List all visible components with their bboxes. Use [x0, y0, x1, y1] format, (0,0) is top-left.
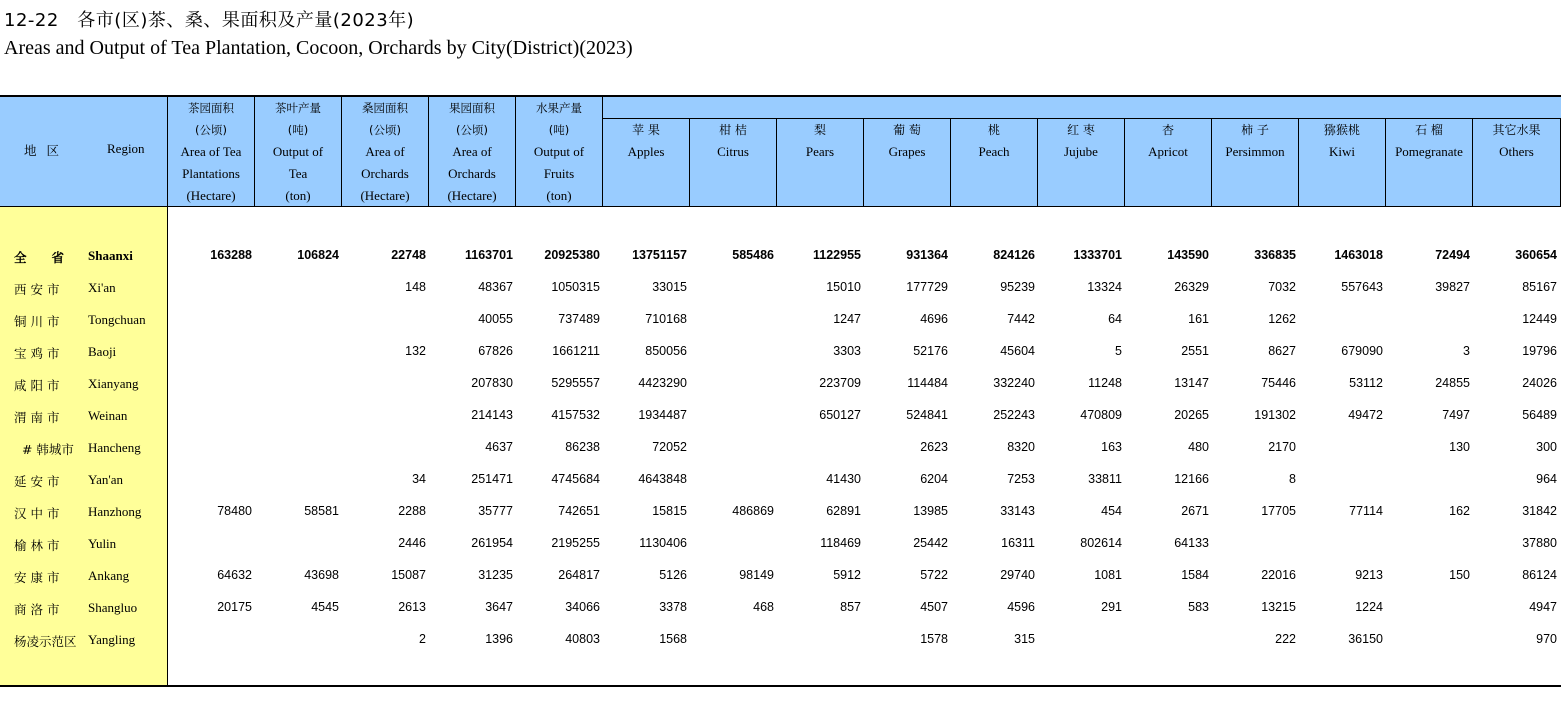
table-cell: 4745684: [551, 472, 600, 486]
table-cell: 1163701: [465, 248, 513, 262]
region-name-cn: 榆 林 市: [14, 538, 60, 553]
table-cell: 1333701: [1073, 248, 1122, 262]
table-cell: 17705: [1261, 504, 1296, 518]
table-cell: 3378: [659, 600, 687, 614]
table-cell: 19796: [1522, 344, 1557, 358]
table-cell: 931364: [906, 248, 948, 262]
table-cell: 261954: [471, 536, 513, 550]
header-line: (公顷): [456, 123, 488, 137]
fruit-header-cn: 苹 果: [632, 123, 660, 137]
region-name-cn: 咸 阳 市: [14, 378, 60, 393]
table-cell: 4157532: [551, 408, 600, 422]
table-cell: 1247: [833, 312, 861, 326]
table-cell: 468: [753, 600, 774, 614]
table-cell: 5: [1115, 344, 1122, 358]
header-line: (ton): [546, 188, 572, 203]
table-cell: 3647: [485, 600, 513, 614]
table-cell: 4637: [485, 440, 513, 454]
table-cell: 150: [1449, 568, 1470, 582]
header-line: (Hectare): [360, 188, 410, 203]
table-cell: 13215: [1261, 600, 1296, 614]
table-cell: 251471: [471, 472, 513, 486]
header-line: 果园面积: [449, 101, 495, 115]
table-cell: 252243: [993, 408, 1035, 422]
table-cell: 95239: [1000, 280, 1035, 294]
table-row: [0, 496, 1561, 528]
region-name-cn: 延 安 市: [14, 474, 60, 489]
header-line: 水果产量: [536, 101, 582, 115]
fruit-header-grapes: [864, 118, 951, 207]
header-line: 茶叶产量: [275, 101, 321, 115]
table-cell: 29740: [1000, 568, 1035, 582]
fruit-header-en: Kiwi: [1329, 144, 1355, 159]
fruit-header-en: Persimmon: [1225, 144, 1285, 159]
header-line: (公顷): [369, 123, 401, 137]
table-cell: 585486: [732, 248, 774, 262]
tea-output-header: [255, 97, 342, 207]
header-line: (公顷): [195, 123, 227, 137]
table-cell: 5126: [659, 568, 687, 582]
table-cell: 2170: [1268, 440, 1296, 454]
fruit-header-en: Jujube: [1064, 144, 1098, 159]
table-cell: 2: [419, 632, 426, 646]
table-cell: 52176: [913, 344, 948, 358]
bottom-rule: [0, 685, 1561, 687]
table-cell: 2623: [920, 440, 948, 454]
table-cell: 177729: [906, 280, 948, 294]
table-cell: 132: [405, 344, 426, 358]
table-cell: 315: [1014, 632, 1035, 646]
header-line: (Hectare): [186, 188, 236, 203]
table-cell: 163288: [210, 248, 252, 262]
table-cell: 35777: [478, 504, 513, 518]
fruit-header-cn: 葡 萄: [893, 123, 921, 137]
table-cell: 970: [1536, 632, 1557, 646]
table-cell: 72494: [1435, 248, 1470, 262]
fruit-header-cn: 石 榴: [1415, 123, 1443, 137]
header-line: Fruits: [543, 166, 575, 181]
table-row: [0, 432, 1561, 464]
fruit-header-cn: 梨: [813, 123, 826, 137]
table-cell: 15087: [391, 568, 426, 582]
table-row: [0, 336, 1561, 368]
header-line: (吨): [548, 123, 570, 137]
table-cell: 24026: [1522, 376, 1557, 390]
header-line: 桑园面积: [362, 101, 408, 115]
table-cell: 1568: [659, 632, 687, 646]
header-line: Tea: [288, 166, 308, 181]
table-cell: 710168: [645, 312, 687, 326]
table-cell: 98149: [739, 568, 774, 582]
table-cell: 75446: [1261, 376, 1296, 390]
table-cell: 4596: [1007, 600, 1035, 614]
table-cell: 72052: [652, 440, 687, 454]
table-cell: 5722: [920, 568, 948, 582]
table-row: [0, 400, 1561, 432]
table-cell: 480: [1188, 440, 1209, 454]
region-name-cn: 杨凌示范区: [14, 634, 77, 649]
page-title-en: Areas and Output of Tea Plantation, Cocoon, Orchards by City(District)(2023): [4, 37, 633, 59]
region-name-en: Tongchuan: [88, 312, 146, 327]
table-cell: 13751157: [632, 248, 687, 262]
header-line: Output of: [533, 144, 585, 159]
region-name-en: Hancheng: [88, 440, 141, 455]
fruit-header-en: Citrus: [717, 144, 749, 159]
table-cell: 67826: [478, 344, 513, 358]
table-cell: 22748: [391, 248, 426, 262]
table-cell: 207830: [471, 376, 513, 390]
table-row: [0, 624, 1561, 656]
fruit-header-cn: 柿 子: [1241, 123, 1269, 137]
table-cell: 20925380: [544, 248, 600, 262]
table-cell: 49472: [1348, 408, 1383, 422]
table-cell: 737489: [558, 312, 600, 326]
region-name-cn: 全 省: [14, 250, 65, 265]
table-cell: 1934487: [638, 408, 687, 422]
region-name-en: Xi'an: [88, 280, 116, 295]
page-title-cn: 12-22 各市(区)茶、桑、果面积及产量(2023年): [4, 10, 415, 31]
table-row: [0, 368, 1561, 400]
region-name-en: Baoji: [88, 344, 117, 359]
table-row: [0, 528, 1561, 560]
region-name-cn: 宝 鸡 市: [14, 346, 60, 361]
region-name-en: Yulin: [88, 536, 117, 551]
table-cell: 3: [1463, 344, 1470, 358]
table-cell: 64: [1108, 312, 1122, 326]
table-cell: 964: [1536, 472, 1557, 486]
table-cell: 15010: [826, 280, 861, 294]
table-cell: 36150: [1348, 632, 1383, 646]
table-cell: 7253: [1007, 472, 1035, 486]
fruit-header-en: Pomegranate: [1395, 144, 1463, 159]
fruit-header-cn: 杏: [1161, 123, 1174, 137]
table-cell: 524841: [906, 408, 948, 422]
header-line: Plantations: [182, 166, 240, 181]
table-cell: 824126: [993, 248, 1035, 262]
header-line: Orchards: [361, 166, 409, 181]
orchard-area-header: [429, 97, 516, 207]
header-line: Area of: [365, 144, 405, 159]
table-cell: 742651: [558, 504, 600, 518]
table-cell: 130: [1449, 440, 1470, 454]
table-cell: 148: [405, 280, 426, 294]
table-cell: 5912: [833, 568, 861, 582]
region-name-cn: 汉 中 市: [14, 506, 60, 521]
header-line: Orchards: [448, 166, 496, 181]
fruit-header-jujube: [1038, 118, 1125, 207]
region-header-en: Region: [107, 141, 145, 156]
table-cell: 1396: [485, 632, 513, 646]
header-bottom-rule: [0, 206, 1561, 207]
table-cell: 64632: [217, 568, 252, 582]
table-cell: 40803: [565, 632, 600, 646]
table-cell: 163: [1101, 440, 1122, 454]
table-cell: 486869: [732, 504, 774, 518]
table-cell: 2195255: [551, 536, 600, 550]
table-cell: 6204: [920, 472, 948, 486]
table-cell: 802614: [1080, 536, 1122, 550]
table-cell: 86238: [565, 440, 600, 454]
header-line: (Hectare): [447, 188, 497, 203]
region-name-en: Ankang: [88, 568, 130, 583]
table-cell: 2288: [398, 504, 426, 518]
fruit-header-persimmon: [1212, 118, 1299, 207]
table-cell: 56489: [1522, 408, 1557, 422]
header-line: (ton): [285, 188, 311, 203]
table-cell: 4423290: [638, 376, 687, 390]
region-name-en: Shaanxi: [88, 248, 133, 263]
fruit-header-cn: 柑 桔: [719, 123, 747, 137]
table-cell: 13147: [1174, 376, 1209, 390]
fruit-header-en: Apples: [627, 144, 665, 159]
fruit-header-cn: 其它水果: [1492, 123, 1541, 137]
table-cell: 1224: [1355, 600, 1383, 614]
region-name-en: Shangluo: [88, 600, 138, 615]
region-header-cn: 地区: [24, 143, 70, 158]
table-cell: 53112: [1349, 376, 1383, 390]
table-cell: 15815: [652, 504, 687, 518]
table-cell: 4696: [920, 312, 948, 326]
table-cell: 2551: [1181, 344, 1209, 358]
header-line: Output of: [272, 144, 324, 159]
table-cell: 31842: [1522, 504, 1557, 518]
table-cell: 360654: [1515, 248, 1557, 262]
region-name-en: Weinan: [88, 408, 128, 423]
table-cell: 34066: [565, 600, 600, 614]
table-cell: 37880: [1522, 536, 1557, 550]
table-cell: 191302: [1254, 408, 1296, 422]
table-row: [0, 464, 1561, 496]
table-cell: 1122955: [813, 248, 861, 262]
table-cell: 45604: [1000, 344, 1035, 358]
table-cell: 2446: [398, 536, 426, 550]
table-cell: 3303: [833, 344, 861, 358]
fruit-header-cn: 桃: [987, 123, 1000, 137]
table-cell: 1661211: [552, 344, 600, 358]
table-cell: 1578: [920, 632, 948, 646]
table-cell: 8627: [1268, 344, 1296, 358]
region-header: [0, 97, 168, 207]
table-cell: 86124: [1522, 568, 1557, 582]
table-cell: 12166: [1174, 472, 1209, 486]
table-cell: 2671: [1181, 504, 1209, 518]
table-cell: 26329: [1174, 280, 1209, 294]
table-cell: 7497: [1442, 408, 1470, 422]
table-cell: 118469: [820, 536, 861, 550]
table-cell: 22016: [1261, 568, 1296, 582]
header-line: (吨): [287, 123, 309, 137]
region-name-en: Yangling: [88, 632, 136, 647]
table-cell: 583: [1188, 600, 1209, 614]
fruit-header-others: [1473, 118, 1561, 207]
table-cell: 58581: [304, 504, 339, 518]
header-line: 茶园面积: [188, 101, 234, 115]
table-cell: 214143: [471, 408, 513, 422]
fruit-header-peach: [951, 118, 1038, 207]
table-cell: 143590: [1167, 248, 1209, 262]
table-cell: 43698: [304, 568, 339, 582]
table-cell: 20175: [217, 600, 252, 614]
fruit-header-apricot: [1125, 118, 1212, 207]
table-cell: 2613: [398, 600, 426, 614]
table-cell: 1081: [1094, 568, 1122, 582]
table-cell: 1050315: [551, 280, 600, 294]
region-name-en: Xianyang: [88, 376, 139, 391]
table-cell: 13324: [1087, 280, 1122, 294]
table-cell: 8320: [1007, 440, 1035, 454]
region-name-cn: 铜 川 市: [14, 314, 60, 329]
fruit-header-cn: 猕猴桃: [1323, 123, 1360, 137]
table-cell: 161: [1188, 312, 1209, 326]
table-cell: 4507: [920, 600, 948, 614]
table-cell: 40055: [478, 312, 513, 326]
table-cell: 850056: [645, 344, 687, 358]
fruit-header-pears: [777, 118, 864, 207]
table-cell: 64133: [1174, 536, 1209, 550]
table-cell: 679090: [1341, 344, 1383, 358]
table-cell: 857: [840, 600, 861, 614]
table-cell: 650127: [819, 408, 861, 422]
table-cell: 291: [1101, 600, 1122, 614]
table-row: [0, 560, 1561, 592]
table-cell: 31235: [478, 568, 513, 582]
table-cell: 5295557: [551, 376, 600, 390]
table-cell: 13985: [913, 504, 948, 518]
table-cell: 77114: [1349, 504, 1383, 518]
table-cell: 223709: [819, 376, 861, 390]
table-row: [0, 592, 1561, 624]
table-cell: 557643: [1341, 280, 1383, 294]
table-cell: 336835: [1254, 248, 1296, 262]
region-name-cn: # 韩城市: [14, 442, 74, 457]
fruit-header-en: Peach: [978, 144, 1010, 159]
fruit-header-kiwi: [1299, 118, 1386, 207]
table-cell: 25442: [913, 536, 948, 550]
fruit-header-citrus: [690, 118, 777, 207]
fruit-header-en: Apricot: [1148, 144, 1188, 159]
fruit-header-en: Grapes: [888, 144, 926, 159]
fruit-header-apples: [603, 118, 690, 207]
region-name-cn: 西 安 市: [14, 282, 60, 297]
fruit-output-header: [516, 97, 603, 207]
table-cell: 106824: [297, 248, 339, 262]
table-cell: 222: [1275, 632, 1296, 646]
table-cell: 1463018: [1334, 248, 1383, 262]
table-cell: 41430: [826, 472, 861, 486]
table-cell: 114484: [907, 376, 948, 390]
table-cell: 33143: [1000, 504, 1035, 518]
tea-area-header: [168, 97, 255, 207]
table-cell: 7442: [1007, 312, 1035, 326]
fruit-header-cn: 红 枣: [1067, 123, 1095, 137]
fruit-header-en: Others: [1499, 144, 1534, 159]
fruit-group-header: [603, 97, 1561, 118]
table-cell: 16311: [1001, 536, 1035, 550]
region-name-cn: 渭 南 市: [14, 410, 60, 425]
region-name-cn: 商 洛 市: [14, 602, 60, 617]
fruit-header-pomegranate: [1386, 118, 1473, 207]
table-cell: 78480: [217, 504, 252, 518]
region-name-en: Hanzhong: [88, 504, 142, 519]
region-name-cn: 安 康 市: [14, 570, 60, 585]
table-row: [0, 304, 1561, 336]
table-cell: 48367: [478, 280, 513, 294]
table-cell: 1130406: [639, 536, 687, 550]
table-cell: 4545: [311, 600, 339, 614]
table-cell: 1584: [1181, 568, 1209, 582]
table-cell: 1262: [1268, 312, 1296, 326]
region-name-en: Yan'an: [88, 472, 123, 487]
table-row: [0, 272, 1561, 304]
header-line: Area of Tea: [180, 144, 242, 159]
table-cell: 24855: [1435, 376, 1470, 390]
table-cell: 4643848: [638, 472, 687, 486]
table-cell: 454: [1101, 504, 1122, 518]
table-cell: 20265: [1174, 408, 1209, 422]
table-cell: 62891: [826, 504, 861, 518]
table-cell: 264817: [558, 568, 600, 582]
table-cell: 300: [1536, 440, 1557, 454]
table-cell: 7032: [1268, 280, 1296, 294]
mulberry-area-header: [342, 97, 429, 207]
fruit-header-en: Pears: [805, 144, 835, 159]
table-cell: 12449: [1522, 312, 1557, 326]
table-cell: 4947: [1529, 600, 1557, 614]
table-cell: 85167: [1522, 280, 1557, 294]
table-cell: 470809: [1080, 408, 1122, 422]
table-cell: 34: [412, 472, 426, 486]
table-cell: 11248: [1088, 376, 1122, 390]
table-cell: 33811: [1088, 472, 1122, 486]
header-line: Area of: [452, 144, 492, 159]
table-cell: 162: [1449, 504, 1470, 518]
table-cell: 8: [1289, 472, 1296, 486]
table-row: [0, 240, 1561, 272]
table-cell: 39827: [1435, 280, 1470, 294]
table-cell: 33015: [652, 280, 687, 294]
table-cell: 332240: [993, 376, 1035, 390]
table-cell: 9213: [1355, 568, 1383, 582]
